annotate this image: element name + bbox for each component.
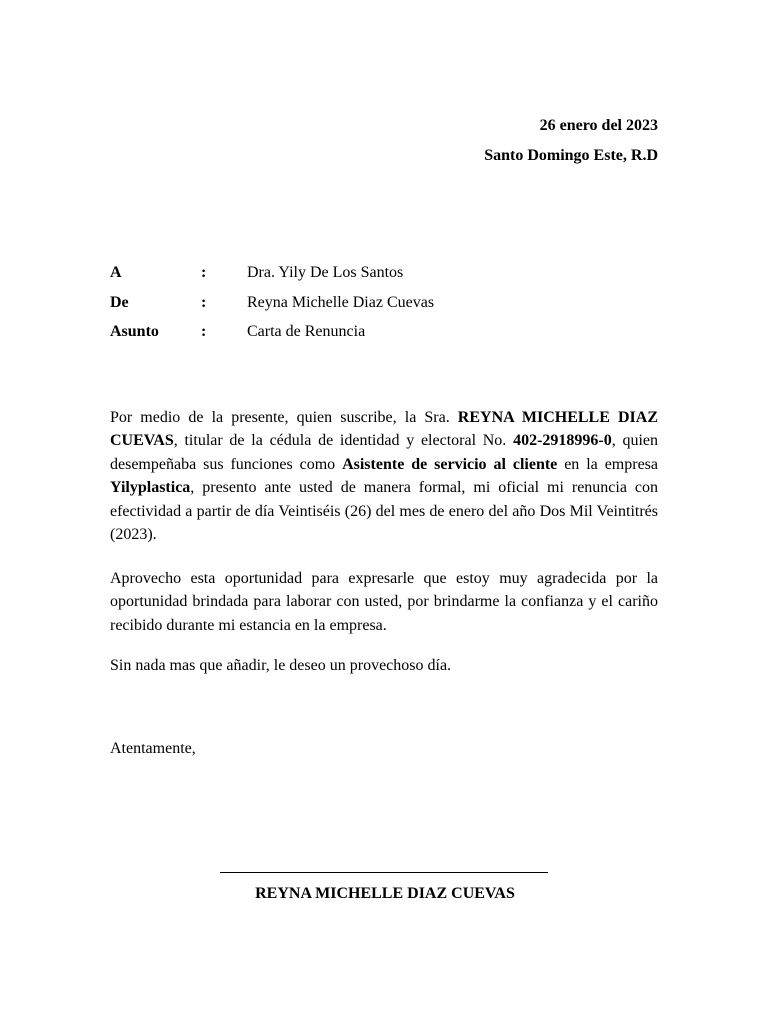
letter-location: Santo Domingo Este, R.D xyxy=(484,147,658,164)
letter-date: 26 enero del 2023 xyxy=(539,117,658,134)
field-colon: : xyxy=(201,294,207,311)
p1-id-number: 402-2918996-0 xyxy=(513,432,612,450)
field-row-asunto xyxy=(110,322,670,342)
body-paragraph-3: Sin nada mas que añadir, le deseo un provechoso día. xyxy=(110,657,452,674)
field-row-de xyxy=(110,293,670,313)
field-label: De xyxy=(110,294,129,311)
p1-text: , presento ante usted de manera formal, mi oficial mi renuncia con efectividad a partir de día Veintiséis (26) del mes de enero del año Dos Mil Veintitrés (2023). xyxy=(110,479,658,544)
body-paragraph-2: Aprovecho esta oportunidad para expresarle que estoy muy agradecida por la oportunidad brindada para laborar con usted, por brindarme la confianza y el cariño recibido durante mi estancia en la empresa. xyxy=(110,570,658,634)
field-row-a xyxy=(110,263,670,283)
closing: Atentamente, xyxy=(110,740,196,757)
field-label: A xyxy=(110,264,122,281)
p1-text: , titular de la cédula de identidad y electoral No. xyxy=(173,432,514,450)
signature-name: REYNA MICHELLE DIAZ CUEVAS xyxy=(255,885,515,902)
p1-text: , quien desempeñaba sus funciones como xyxy=(110,432,659,473)
field-value-recipient: Dra. Yily De Los Santos xyxy=(247,264,404,281)
p1-name: REYNA MICHELLE DIAZ CUEVAS xyxy=(110,409,658,450)
field-colon: : xyxy=(201,323,207,340)
p1-text: en la empresa xyxy=(557,455,659,473)
signature-line xyxy=(220,872,548,873)
field-value-subject: Carta de Renuncia xyxy=(247,323,366,340)
field-value-sender: Reyna Michelle Diaz Cuevas xyxy=(247,294,435,311)
body-paragraph-1 xyxy=(110,406,658,546)
p1-position: Asistente de servicio al cliente xyxy=(342,455,558,473)
field-label: Asunto xyxy=(110,323,159,340)
p1-company: Yilyplastica xyxy=(110,479,191,497)
field-colon: : xyxy=(201,264,207,281)
p1-text: Por medio de la presente, quien suscribe, la Sra. xyxy=(110,409,458,426)
